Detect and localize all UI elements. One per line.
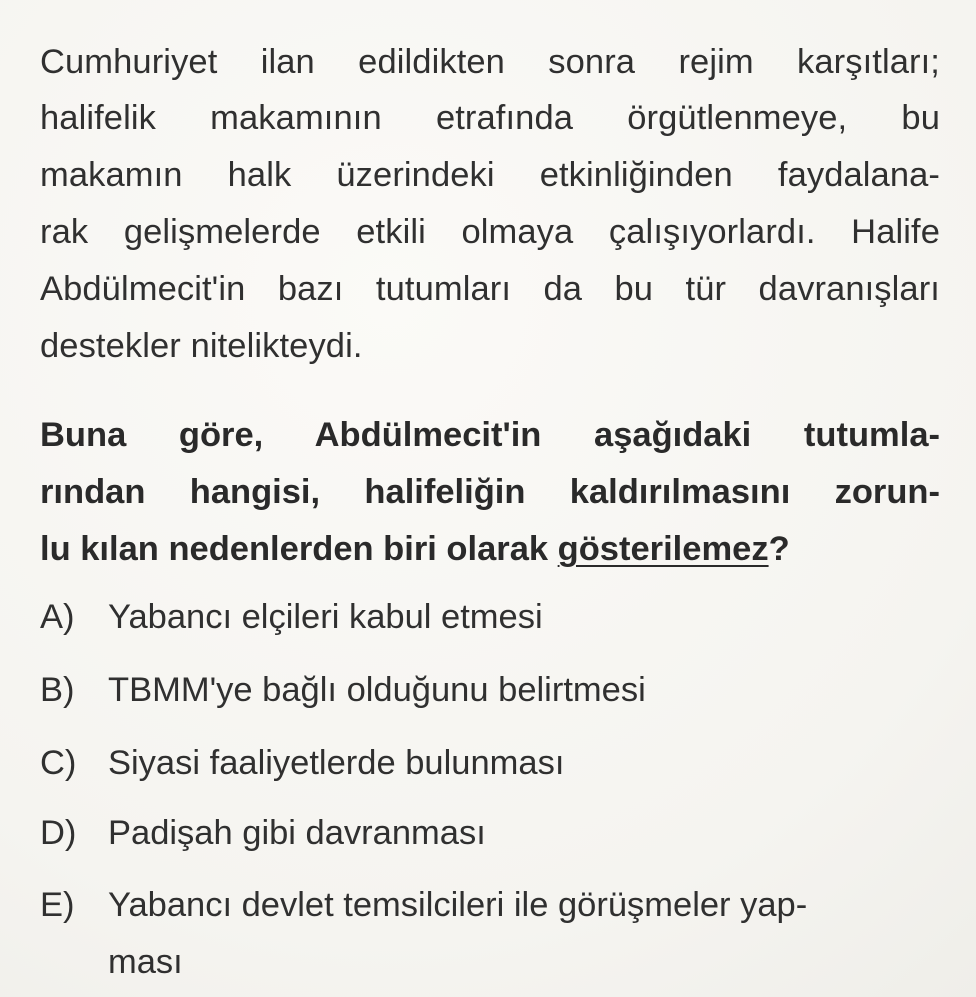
question-line: Buna göre, Abdülmecit'in aşağıdaki tutumla- <box>40 416 940 454</box>
option-text: Siyasi faaliyetlerde bulunması <box>108 744 565 782</box>
option-letter: A) <box>40 598 75 636</box>
option-letter: B) <box>40 671 75 709</box>
question-line: rından hangisi, halifeliğin kaldırılmasını zorun- <box>40 473 940 511</box>
option-letter: D) <box>40 814 77 852</box>
passage-line: destekler nitelikteydi. <box>40 327 363 365</box>
emphasis-word: gösterilemez <box>557 530 769 568</box>
option-a[interactable] <box>40 589 940 645</box>
option-text: TBMM'ye bağlı olduğunu belirtmesi <box>108 671 646 709</box>
option-letter: C) <box>40 744 77 782</box>
question-line <box>40 521 940 577</box>
passage-line: makamın halk üzerindeki etkinliğinden faydalana- <box>40 156 940 194</box>
option-e[interactable] <box>40 877 940 933</box>
passage-line: rak gelişmelerde etkili olmaya çalışıyorlardı. Halife <box>40 213 940 251</box>
option-text: Yabancı elçileri kabul etmesi <box>108 598 543 636</box>
passage-line: Abdülmecit'in bazı tutumları da bu tür davranışları <box>40 270 940 308</box>
passage-line: Cumhuriyet ilan edildikten sonra rejim karşıtları; <box>40 43 940 81</box>
option-b[interactable] <box>40 662 940 718</box>
passage-line: halifelik makamının etrafında örgütlenmeye, bu <box>40 99 940 137</box>
option-text: Yabancı devlet temsilcileri ile görüşmeler yap- <box>108 886 808 924</box>
option-d[interactable] <box>40 805 940 861</box>
question-mark: ? <box>768 530 790 568</box>
question-text: lu kılan nedenlerden biri olarak <box>40 530 558 568</box>
option-c[interactable] <box>40 735 940 791</box>
option-e-continuation: ması <box>108 943 183 981</box>
option-letter: E) <box>40 886 75 924</box>
option-text: Padişah gibi davranması <box>108 814 486 852</box>
